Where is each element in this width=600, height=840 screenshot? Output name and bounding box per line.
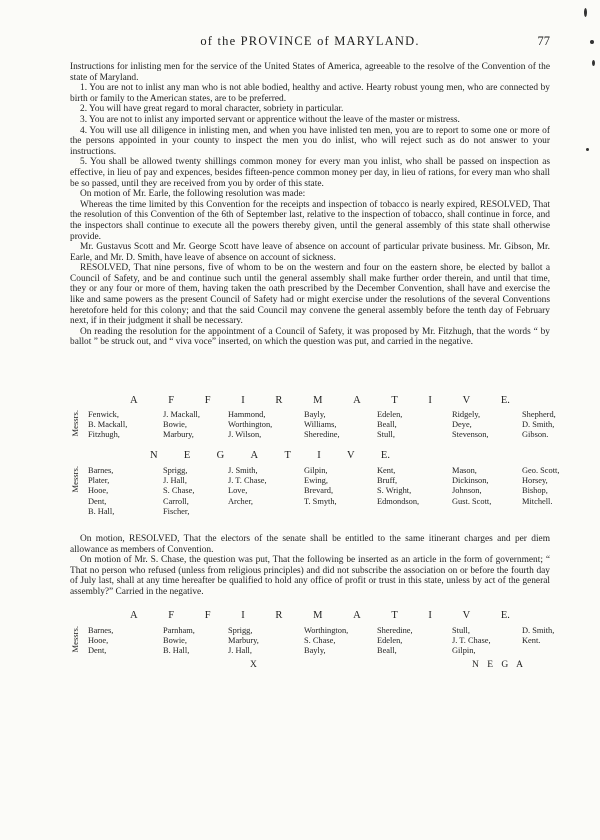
messrs-label: Messrs.	[70, 626, 80, 653]
vote-heading-affirmative-1	[130, 395, 510, 406]
member-name: Barnes,	[88, 466, 114, 475]
page-header	[70, 34, 550, 52]
vote-column	[88, 626, 113, 657]
member-name: Williams,	[304, 420, 337, 430]
member-name: Hooe,	[88, 486, 109, 496]
member-name: Love,	[228, 486, 248, 496]
vote-column	[377, 626, 413, 657]
paragraph: On motion of Mr. S. Chase, the question was put, That the following be inserted as an article in the form of government; “ That no person who refused (unless from religious principles) and did not subscribe the association on or before the fourth day of July last, shall at any time hereafter be qualified to hold any office of profit or trust in this state, unless by act of the general assembly?” Carried in the negative.	[70, 555, 550, 597]
instructions-text	[70, 62, 550, 348]
heading-letter: I	[428, 395, 432, 406]
member-name: Deye,	[452, 420, 472, 430]
member-name: Marbury,	[228, 636, 259, 646]
member-name: Bowie,	[163, 636, 187, 646]
member-name: Parnham,	[163, 626, 195, 635]
member-name: Bishop,	[522, 486, 548, 496]
paragraph: 4. You will use all diligence in inlisting men, and when you have inlisted ten men, you are to report to some one or more of the persons appointed in your county to inspect the men you do inlist, who will reject such as do not answer to your instructions.	[70, 125, 550, 157]
member-name: Archer,	[228, 496, 254, 506]
paragraph: RESOLVED, That nine persons, five of whom to be on the western and four on the eastern shore, be elected by ballot a Council of Safety, and be and continue such until the general assembly shall make further order therein, and until that time, they or any four or more of them, having taken the oath prescribed by the December Convention, shall have and exercise the like and same powers as the present Council of Safety had or might exercise under the resolutions of the several Conventions heretofore held for this colony; and that the said Council may convene the general assembly before the tenth day of February next, if in their judgment it shall be necessary.	[70, 263, 550, 327]
member-name: Gilpin,	[452, 646, 476, 656]
heading-letter: E.	[380, 450, 390, 461]
catchword: N E G A	[472, 660, 526, 670]
vote-heading-negative	[150, 450, 390, 461]
member-name: Horsey,	[522, 476, 548, 486]
member-name: Brevard,	[304, 486, 334, 496]
heading-letter: N	[150, 450, 158, 461]
member-name: Bayly,	[304, 410, 326, 419]
member-name: Stull,	[377, 430, 395, 440]
member-name: S. Chase,	[163, 486, 195, 496]
motions-text	[70, 534, 550, 598]
heading-letter: I	[241, 395, 245, 406]
heading-letter: M	[313, 610, 323, 621]
member-name: Edelen,	[377, 410, 403, 419]
heading-letter: V	[347, 450, 355, 461]
member-name: Fenwick,	[88, 410, 119, 419]
member-name: Marbury,	[163, 430, 194, 440]
vote-column	[304, 410, 340, 441]
member-name: S. Wright,	[377, 486, 412, 496]
paragraph: 3. You are not to inlist any imported servant or apprentice without the leave of the master or mistress.	[80, 114, 460, 125]
member-name: Sprigg,	[228, 626, 253, 635]
member-name: Kent,	[377, 466, 396, 475]
member-name: Edmondson,	[377, 496, 420, 506]
member-name: J. Hall,	[163, 476, 187, 486]
vote-table-affirmative-2	[70, 626, 555, 660]
vote-column	[88, 466, 114, 517]
messrs-label: Messrs.	[70, 466, 80, 493]
heading-letter: R	[275, 610, 283, 621]
vote-column	[88, 410, 127, 441]
vote-column	[522, 626, 554, 646]
heading-letter: F	[204, 610, 211, 621]
member-name: Mitchell.	[522, 496, 553, 506]
member-name: J. Wilson,	[228, 430, 262, 440]
member-name: Ridgely,	[452, 410, 481, 419]
ink-spot	[586, 148, 589, 151]
member-name: B. Mackall,	[88, 420, 128, 430]
member-name: Bruff,	[377, 476, 398, 486]
member-name: D. Smith,	[522, 420, 555, 430]
vote-column	[452, 626, 491, 657]
member-name: J. T. Chase,	[452, 636, 491, 646]
member-name: Stevenson,	[452, 430, 489, 440]
heading-letter: V	[462, 610, 471, 621]
heading-letter: T	[284, 450, 291, 461]
ink-spot	[584, 8, 587, 17]
paragraph: On reading the resolution for the appointment of a Council of Safety, it was proposed by Mr. Fitzhugh, that the words “ by ballot ” be struck out, and “ viva voce” inserted, on which the question was put, and carried in the negative.	[70, 326, 550, 348]
heading-letter: F	[168, 610, 175, 621]
paragraph: Whereas the time limited by this Convention for the receipts and inspection of tobacco is nearly expired, RESOLVED, That the resolution of this Convention of the 6th of September last, relative to the inspection of tobacco, shall continue in force, and the inspectors shall continue to execute all the powers thereby given, until the general assembly of this state shall otherwise provide.	[70, 199, 550, 242]
member-name: Shepherd,	[522, 410, 556, 419]
paragraph: 2. You will have great regard to moral character, sobriety in particular.	[80, 104, 344, 115]
vote-column	[377, 410, 402, 441]
vote-column	[522, 410, 556, 441]
paragraph: Mr. Gustavus Scott and Mr. George Scott have leave of absence on account of particular private business. Mr. Gibson, Mr. Earle, and Mr. D. Smith, have leave of absence on account of sickness.	[70, 242, 550, 263]
paragraph: On motion, RESOLVED, That the electors of the senate shall be entitled to the same itinerant charges and per diem allowance as members of Convention.	[70, 534, 550, 555]
member-name: Gilpin,	[304, 466, 328, 475]
member-name: Beall,	[377, 646, 397, 656]
member-name: Plater,	[88, 476, 110, 486]
member-name: S. Chase,	[304, 636, 336, 646]
member-name: J. Mackall,	[163, 410, 200, 419]
heading-letter: A	[130, 610, 138, 621]
member-name: Hooe,	[88, 636, 109, 646]
vote-table-affirmative-1	[70, 410, 556, 444]
member-name: Hammond,	[228, 410, 266, 419]
member-name: Sheredine,	[304, 430, 340, 440]
paragraph: Instructions for inlisting men for the service of the United States of America, agreeable to the resolve of the Convention of the state of Maryland.	[70, 62, 550, 83]
vote-table-negative	[70, 466, 560, 520]
member-name: B. Hall,	[163, 646, 190, 656]
member-name: Bayly,	[304, 646, 326, 656]
heading-letter: E.	[500, 610, 510, 621]
signature-mark: X	[250, 660, 257, 670]
ink-spot	[592, 60, 595, 66]
paragraph: 1. You are not to inlist any man who is not able bodied, healthy and active. Hearty robust young men, who are connected by birth or family to the American states, are to be preferred.	[70, 83, 550, 104]
member-name: Fitzhugh,	[88, 430, 120, 440]
member-name: D. Smith,	[522, 626, 555, 635]
paragraph: 5. You shall be allowed twenty shillings common money for every man you inlist, who shall be passed on inspection as effective, in lieu of pay and expences, besides fifteen-pence common money per day, in lieu of rations, for every man who shall be so passed, until they are received from you by order of this state.	[70, 157, 550, 189]
page-title: of the PROVINCE of MARYLAND.	[200, 34, 420, 48]
member-name: Gibson.	[522, 430, 549, 440]
ink-spot	[590, 40, 594, 44]
member-name: Fischer,	[163, 506, 190, 516]
heading-letter: A	[353, 395, 361, 406]
page-number: 77	[537, 34, 550, 48]
heading-letter: A	[250, 450, 259, 461]
heading-letter: F	[168, 395, 175, 406]
heading-letter: R	[275, 395, 283, 406]
member-name: Beall,	[377, 420, 397, 430]
member-name: Sheredine,	[377, 626, 413, 635]
member-name: J. Smith,	[228, 466, 258, 475]
vote-column	[228, 410, 272, 441]
heading-letter: F	[204, 395, 211, 406]
heading-letter: A	[130, 395, 138, 406]
member-name: Gust. Scott,	[452, 496, 492, 506]
vote-column	[377, 466, 419, 507]
member-name: Mason,	[452, 466, 477, 475]
heading-letter: E	[183, 450, 191, 461]
member-name: Johnson,	[452, 486, 482, 496]
vote-column	[522, 466, 559, 507]
heading-letter: T	[391, 610, 398, 621]
heading-letter: A	[353, 610, 361, 621]
member-name: Kent.	[522, 636, 541, 646]
paragraph: On motion of Mr. Earle, the following resolution was made:	[80, 189, 306, 200]
member-name: B. Hall,	[88, 506, 115, 516]
heading-letter: I	[241, 610, 245, 621]
member-name: Ewing,	[304, 476, 328, 486]
member-name: Carroll,	[163, 496, 189, 506]
member-name: Geo. Scott,	[522, 466, 560, 475]
heading-letter: E.	[500, 395, 510, 406]
member-name: T. Smyth,	[304, 496, 337, 506]
member-name: Edelen,	[377, 636, 403, 646]
vote-column	[163, 410, 200, 441]
member-name: Worthington,	[304, 626, 349, 635]
vote-column	[228, 466, 267, 507]
vote-column	[163, 466, 194, 517]
heading-letter: I	[317, 450, 321, 461]
member-name: Dickinson,	[452, 476, 489, 486]
member-name: J. Hall,	[228, 646, 252, 656]
vote-column	[452, 410, 489, 441]
heading-letter: G	[216, 450, 225, 461]
vote-column	[228, 626, 259, 657]
vote-heading-affirmative-2	[130, 610, 510, 621]
vote-column	[452, 466, 491, 507]
member-name: Dent,	[88, 496, 107, 506]
member-name: Barnes,	[88, 626, 114, 635]
messrs-label: Messrs.	[70, 410, 80, 437]
member-name: Worthington,	[228, 420, 273, 430]
member-name: Sprigg,	[163, 466, 188, 475]
heading-letter: M	[313, 395, 323, 406]
heading-letter: T	[391, 395, 398, 406]
vote-column	[304, 466, 337, 507]
member-name: J. T. Chase,	[228, 476, 267, 486]
heading-letter: I	[428, 610, 432, 621]
member-name: Stull,	[452, 626, 470, 635]
heading-letter: V	[462, 395, 471, 406]
vote-column	[163, 626, 195, 657]
member-name: Dent,	[88, 646, 107, 656]
member-name: Bowie,	[163, 420, 187, 430]
vote-column	[304, 626, 348, 657]
